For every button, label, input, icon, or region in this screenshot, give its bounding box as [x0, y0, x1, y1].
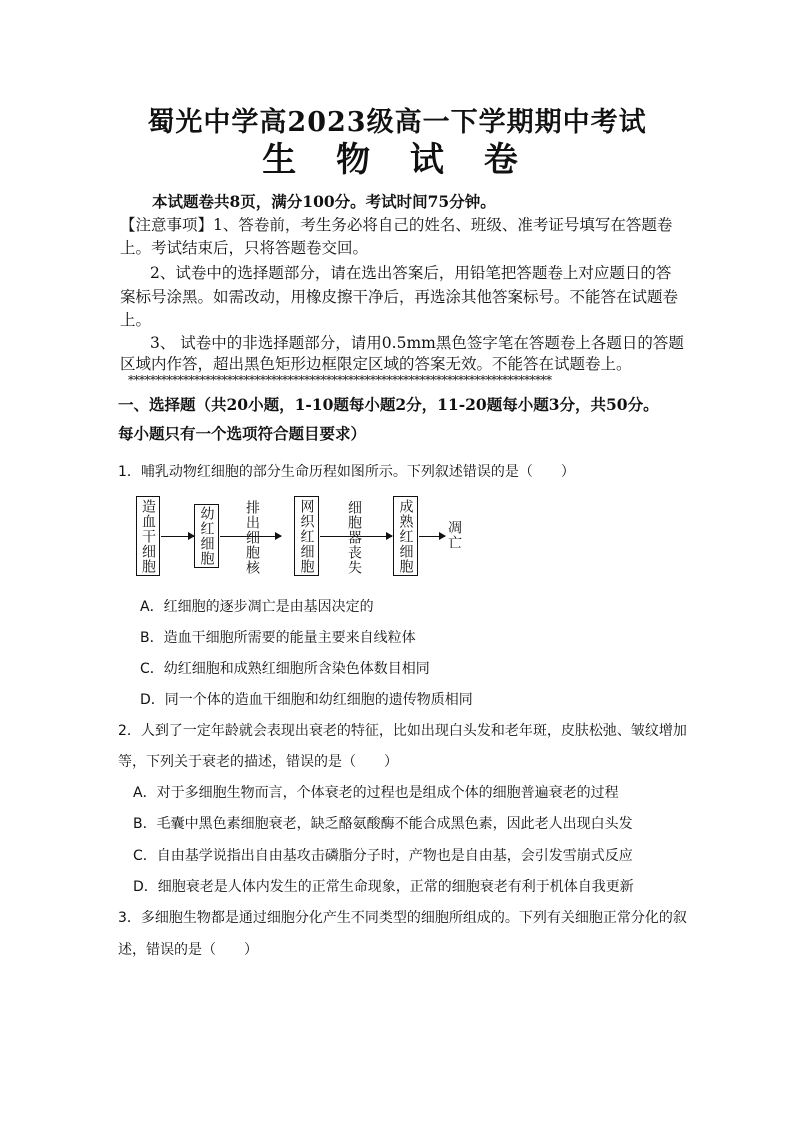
box-mature-red-cell-label: 成熟红细胞 [397, 498, 414, 574]
subject-title: 生 物 试 卷 [262, 140, 532, 180]
box-erythroblast [194, 504, 219, 568]
question-2-stem: 2．人到了一定年龄就会表现出衰老的特征，比如出现白头发和老年斑，皮肤松弛、皱纹增加 [118, 723, 687, 739]
box-reticulocyte [294, 496, 319, 576]
box-hematopoietic-stem-cell [136, 496, 160, 576]
box-hematopoietic-stem-cell-label: 造血干细胞 [140, 498, 156, 574]
step-apoptosis [446, 520, 462, 550]
step-organelle-loss [346, 500, 362, 575]
exam-title: 蜀光中学高2023级高一下学期期中考试 [147, 107, 647, 138]
notice-1-line-1: 【注意事项】1、答卷前，考生务必将自己的姓名、班级、准考证号填写在答题卷 [120, 216, 673, 234]
question-1-stem: 1．哺乳动物红细胞的部分生命历程如图所示。下列叙述错误的是（ ） [118, 464, 575, 480]
question-2-option-a: A．对于多细胞生物而言，个体衰老的过程也是组成个体的细胞普遍衰老的过程 [133, 785, 619, 801]
question-2-option-d: D．细胞衰老是人体内发生的正常生命现象，正常的细胞衰老有利于机体自我更新 [133, 879, 634, 895]
step-expel-nucleus-label: 排出细胞核 [244, 500, 260, 575]
arrow-1 [161, 536, 194, 537]
notice-3-line-2: 区域内作答，超出黑色矩形边框限定区域的答案无效。不能答在试题卷上。 [120, 355, 632, 373]
section-1-heading-cont: 每小题只有一个选项符合题目要求） [118, 424, 367, 443]
section-1-heading: 一、选择题（共20小题，1-10题每小题2分，11-20题每小题3分，共50分。 [118, 395, 659, 414]
question-2-option-b: B．毛囊中黑色素细胞衰老，缺乏酪氨酸酶不能合成黑色素，因此老人出现白头发 [133, 816, 633, 832]
step-apoptosis-label: 凋亡 [446, 520, 462, 550]
red-blood-cell-lifecycle-diagram [120, 488, 500, 580]
box-reticulocyte-label: 网织红细胞 [298, 498, 315, 574]
notice-3-line-1: 3、 试卷中的非选择题部分，请用0.5mm黑色签字笔在答题卷上各题日的答题 [150, 334, 684, 352]
separator-line: ***************************************************************************** [128, 374, 552, 386]
box-mature-red-cell [393, 496, 418, 576]
question-1-option-c: C．幼红细胞和成熟红细胞所含染色体数目相同 [140, 661, 430, 677]
question-3-stem-cont: 述，错误的是（ ） [118, 942, 258, 958]
notice-2-line-2: 案标号涂黑。如需改动，用橡皮擦干净后，再选涂其他答案标号。不能答在试题卷 [120, 288, 679, 306]
question-3-stem: 3．多细胞生物都是通过细胞分化产生不同类型的细胞所组成的。下列有关细胞正常分化的叙 [118, 910, 687, 926]
arrow-4 [419, 536, 445, 537]
question-2-stem-cont: 等，下列关于衰老的描述，错误的是（ ） [118, 754, 398, 770]
notice-2-line-3: 上。 [120, 311, 152, 329]
exam-summary: 本试题卷共8页，满分100分。考试时间75分钟。 [152, 192, 496, 211]
question-1-option-a: A．红细胞的逐步凋亡是由基因决定的 [140, 599, 374, 615]
step-expel-nucleus [244, 500, 260, 575]
box-erythroblast-label: 幼红细胞 [198, 506, 215, 566]
notice-2-line-1: 2、试卷中的选择题部分，请在选出答案后，用铅笔把答题卷上对应题日的答 [150, 264, 672, 282]
question-1-option-b: B．造血干细胞所需要的能量主要来自线粒体 [140, 630, 416, 646]
question-1-option-d: D．同一个体的造血干细胞和幼红细胞的遗传物质相同 [140, 692, 473, 708]
question-2-option-c: C．自由基学说指出自由基攻击磷脂分子时，产物也是自由基，会引发雪崩式反应 [133, 848, 633, 864]
notice-1-line-2: 上。考试结束后，只将答题卷交回。 [120, 239, 369, 257]
step-organelle-loss-label: 细胞器丧失 [346, 500, 362, 575]
